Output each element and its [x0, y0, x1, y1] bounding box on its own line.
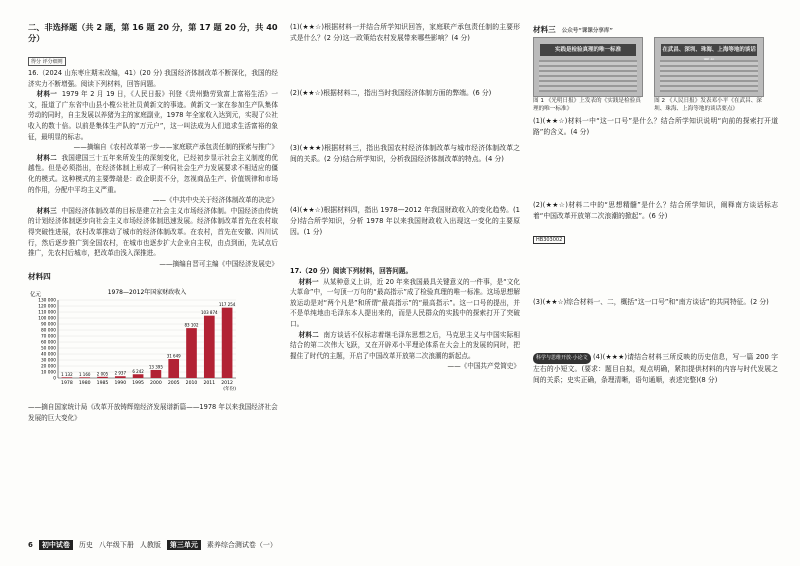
y-tick-label: 120 000 — [38, 304, 56, 310]
newspaper-images — [533, 37, 778, 97]
q17-question-4 — [533, 352, 778, 386]
x-tick-label: 1980 — [78, 381, 91, 387]
material-label: 材料一 — [298, 277, 319, 286]
y-tick-label: 10 000 — [40, 370, 56, 376]
material-text: 1979 年 2 月 19 日，《人民日报》刊登《贵州勤劳致富上富裕生活》一文，报道了广东省中山县小榄公社社员黄新文的事迹。黄新文一家在参加生产队集体劳动的同时，自主发展以养猪为主的家庭副业，1978 年全家收入达到元，实现了公社收入的数十倍。以前是集体生产队的“万元户”，这一叫法成为人们追求生活富裕的象征，最明显的标志。 — [28, 90, 278, 141]
newspaper-image-1 — [533, 37, 643, 97]
x-tick-label: 2010 — [185, 381, 198, 387]
category-mark: 科学与思维开放·小论文 — [533, 353, 591, 364]
print-lines — [660, 60, 758, 92]
code-stamp: HB303002 — [533, 236, 565, 244]
y-tick-label: 70 000 — [40, 334, 56, 340]
headline: 实践是检验真理的唯一标准 — [540, 44, 636, 56]
x-tick-label: 2012 — [221, 381, 233, 387]
watermark-logo: 公众号“课课分享库” — [561, 28, 614, 34]
material-4-label: 材料四 — [28, 272, 51, 282]
material-label: 材料三 — [533, 25, 556, 34]
x-tick-label: 2000 — [150, 381, 162, 387]
page-footer — [28, 540, 277, 550]
material-label: 材料一 — [36, 90, 58, 99]
material-source: ——摘编自《农村改革第一步——家庭联产承包责任制的探索与推广》 — [73, 143, 278, 152]
bar — [115, 377, 126, 379]
material-source: ——摘编自晋可主编《中国经济发展史》 — [159, 259, 278, 268]
score-tag: 得分 评分细则 — [28, 57, 66, 66]
material-source: ——《中国共产党简史》 — [447, 362, 520, 371]
material-label: 材料三 — [36, 206, 57, 215]
subject: 历史 — [78, 541, 93, 549]
material-text: 从某种意义上讲，近 20 年来我国最具关键意义的一件事，是“文化大革命”中，一句顶一万句的“最高指示”成了检验真理的唯一标准。这场思想解放运动是对“两个凡是”和所谓“最高指示”的“最高指示”。这一口号的提出，并不是单纯地由毛泽东本人提出来的，而是人民群众的实践中的探索打开了突破口。 — [290, 277, 521, 328]
headline: 在武昌、深圳、珠海、上海等地的谈话 — [661, 44, 757, 56]
y-tick-label: 30 000 — [40, 358, 56, 364]
y-tick-label: 110 000 — [38, 310, 56, 316]
y-tick-label: 40 000 — [40, 352, 56, 358]
q16-intro: 16.（2024 山东枣庄期末改编，41）(20 分) 我国经济体制改革不断深化，我国的经济实力不断增强。阅读下列材料，回答问题。 — [28, 69, 278, 88]
x-axis-label: (年份) — [223, 387, 236, 393]
brand: 初中试卷 — [39, 540, 73, 550]
bar-value-label: 103 874 — [201, 310, 218, 316]
bar — [79, 378, 90, 379]
material-3-label — [533, 24, 778, 35]
bar-value-label: 1 132 — [61, 372, 73, 378]
bar — [168, 359, 179, 378]
print-lines — [539, 60, 637, 92]
bar-value-label: 2 937 — [114, 371, 127, 377]
x-tick-label: 1995 — [132, 381, 144, 387]
answer-space[interactable] — [290, 242, 520, 266]
answer-space[interactable] — [290, 103, 520, 143]
material-text: 中国经济体制改革的目标是建立社会主义市场经济体制。中国经济由传统的计划经济体制逐步向社会主义市场经济体制迅速发展。经济体制改革首先在农村取得突破性进展，农村改革推动了城市的经济体制改革。在农村，首先在安徽、四川试行，然后逐步推广到全国农村，在城市也逐步扩大企业自主权，由点到面，先试点后推广，先农村后城市，把改革由浅入深推进。 — [28, 206, 279, 258]
bar — [62, 378, 73, 379]
y-tick-label: 130 000 — [38, 298, 56, 304]
bar-value-label: 31 649 — [166, 353, 181, 359]
bar — [151, 370, 162, 378]
q17-material-2 — [290, 330, 520, 362]
q16-question-1: (1)(★★☆)根据材料一并结合所学知识回答，家庭联产承包责任制的主要形式是什么？(2 分)这一政策给农村发展带来哪些影响？(4 分) — [290, 23, 520, 42]
x-tick-label: 1978 — [61, 381, 73, 387]
section-title: 二、非选择题（共 2 题，第 16 题 20 分，第 17 题 20 分，共 40 分） — [28, 22, 278, 43]
question-text: (4)(★★★)请结合材料三所反映的历史信息，写一篇 200 字左右的小短文。(要求：题目自拟，观点明确，紧扣提供材料的内容与时代发展之间的关系；史实正确，条理清晰，语句通顺，表述完整)(8 分) — [533, 353, 778, 384]
answer-space[interactable] — [290, 169, 520, 205]
bar — [222, 308, 233, 378]
newspaper-image-2 — [654, 37, 764, 97]
middle-column — [290, 22, 520, 588]
bar-value-label: 1 160 — [78, 372, 91, 378]
y-tick-label: 90 000 — [40, 322, 56, 328]
q16-material-3 — [28, 206, 278, 259]
unit: 第三单元 — [167, 540, 201, 550]
bar-value-label: 13 395 — [148, 364, 163, 370]
answer-space[interactable] — [533, 245, 778, 297]
y-tick-label: 20 000 — [40, 364, 56, 370]
bar — [133, 375, 144, 379]
y-tick-label: 0 — [53, 376, 56, 382]
q16-question-4: (4)(★★☆)根据材料四，指出 1978—2012 年我国财政收入的变化趋势。(1 分)结合所学知识，分析 1978 年以来我国财政收入出现这一变化的主要原因。(1 分) — [290, 206, 520, 236]
grade: 八年级下册 — [98, 541, 134, 549]
chart-title: 1978—2012年国家财政收入 — [107, 289, 187, 297]
bar — [97, 377, 108, 378]
q16-question-3: (3)(★★★)根据材料三，指出我国农村经济体制改革与城市经济体制改革之间的关系。(2 分)结合所学知识，分析我国经济体制改革的特点。(4 分) — [290, 144, 520, 163]
x-tick-label: 2011 — [203, 381, 216, 387]
material-source: ——《中共中央关于经济体制改革的决定》 — [152, 196, 278, 205]
material-text: 南方谈话不仅标志着继毛泽东思想之后，马克思主义与中国实际相结合的第二次伟大飞跃，又在开辟邓小平理论体系在大会上的发展的同时，把握住了时代的主题，开启了中国改革开放第二次浪潮的新起点。 — [290, 330, 521, 360]
x-tick-label: 1985 — [96, 381, 109, 387]
chart-source: ——摘自国家统计局《改革开放铸辉煌经济发展谱新篇——1978 年以来我国经济社会发展的巨大变化》 — [28, 403, 278, 422]
q17-intro: 17.（20 分）阅读下列材料，回答问题。 — [290, 267, 413, 275]
bar-value-label: 83 102 — [184, 322, 199, 328]
x-tick-label: 1990 — [114, 381, 127, 387]
bar-value-label: 6 242 — [132, 369, 144, 375]
answer-space[interactable] — [533, 312, 778, 352]
answer-space[interactable] — [290, 48, 520, 88]
x-tick-label: 2005 — [167, 381, 180, 387]
caption-1: 图 1 《光明日报》上发表的《实践是检验真理的唯一标准》 — [533, 98, 641, 112]
q16-material-2 — [28, 153, 278, 195]
bar — [186, 328, 197, 378]
edition: 人教版 — [139, 541, 161, 549]
material-label: 材料二 — [298, 330, 319, 339]
fiscal-revenue-chart — [28, 286, 243, 396]
bar-value-label: 117 254 — [218, 302, 236, 308]
left-column — [28, 22, 278, 588]
right-column — [533, 22, 778, 588]
q17-question-2: (2)(★★☆)材料二中的“思想精髓”是什么？结合所学知识，阐释南方谈话标志着“中国改革开放第二次浪潮的掀起”。(6 分) — [533, 201, 778, 220]
bar — [204, 316, 215, 378]
y-tick-label: 60 000 — [40, 340, 56, 346]
y-tick-label: 80 000 — [40, 328, 56, 334]
page-number: 6 — [28, 541, 33, 549]
q17-question-1: (1)(★★☆)材料一中“这一口号”是什么？结合所学知识说明“向前的探索打开道路”的含义。(4 分) — [533, 117, 778, 136]
y-axis-label: 亿元 — [30, 292, 42, 299]
test-name: 素养综合测试卷（一） — [206, 541, 277, 549]
q16-question-2: (2)(★★☆)根据材料二，指出当时我国经济体制方面的弊端。(6 分) — [290, 89, 492, 97]
answer-space[interactable] — [533, 142, 778, 200]
bar-value-label: 2 005 — [96, 371, 109, 377]
q17-question-3: (3)(★★☆)综合材料一、二，概括“这一口号”和“南方谈话”的共同特征。(2 分) — [533, 298, 769, 306]
y-tick-label: 50 000 — [40, 346, 56, 352]
material-label: 材料二 — [36, 153, 57, 162]
q16-material-1 — [28, 89, 278, 142]
q17-material-1 — [290, 277, 520, 330]
caption-2: 图 2 《人民日报》发表邓小平《在武昌、深圳、珠海、上海等地的谈话要点》 — [654, 98, 762, 112]
image-captions — [533, 97, 778, 116]
material-text: 我国建国三十五年来所发生的深刻变化，已经初步显示社会主义制度的优越性。但是必须指出，在经济体制上形成了一种同社会生产力发展要求不相适应的僵化的模式。这种模式的主要弊端是：政企职责不分，忽视商品生产、价值规律和市场的作用，分配中平均主义严重。 — [28, 153, 279, 194]
y-tick-label: 100 000 — [38, 316, 56, 322]
